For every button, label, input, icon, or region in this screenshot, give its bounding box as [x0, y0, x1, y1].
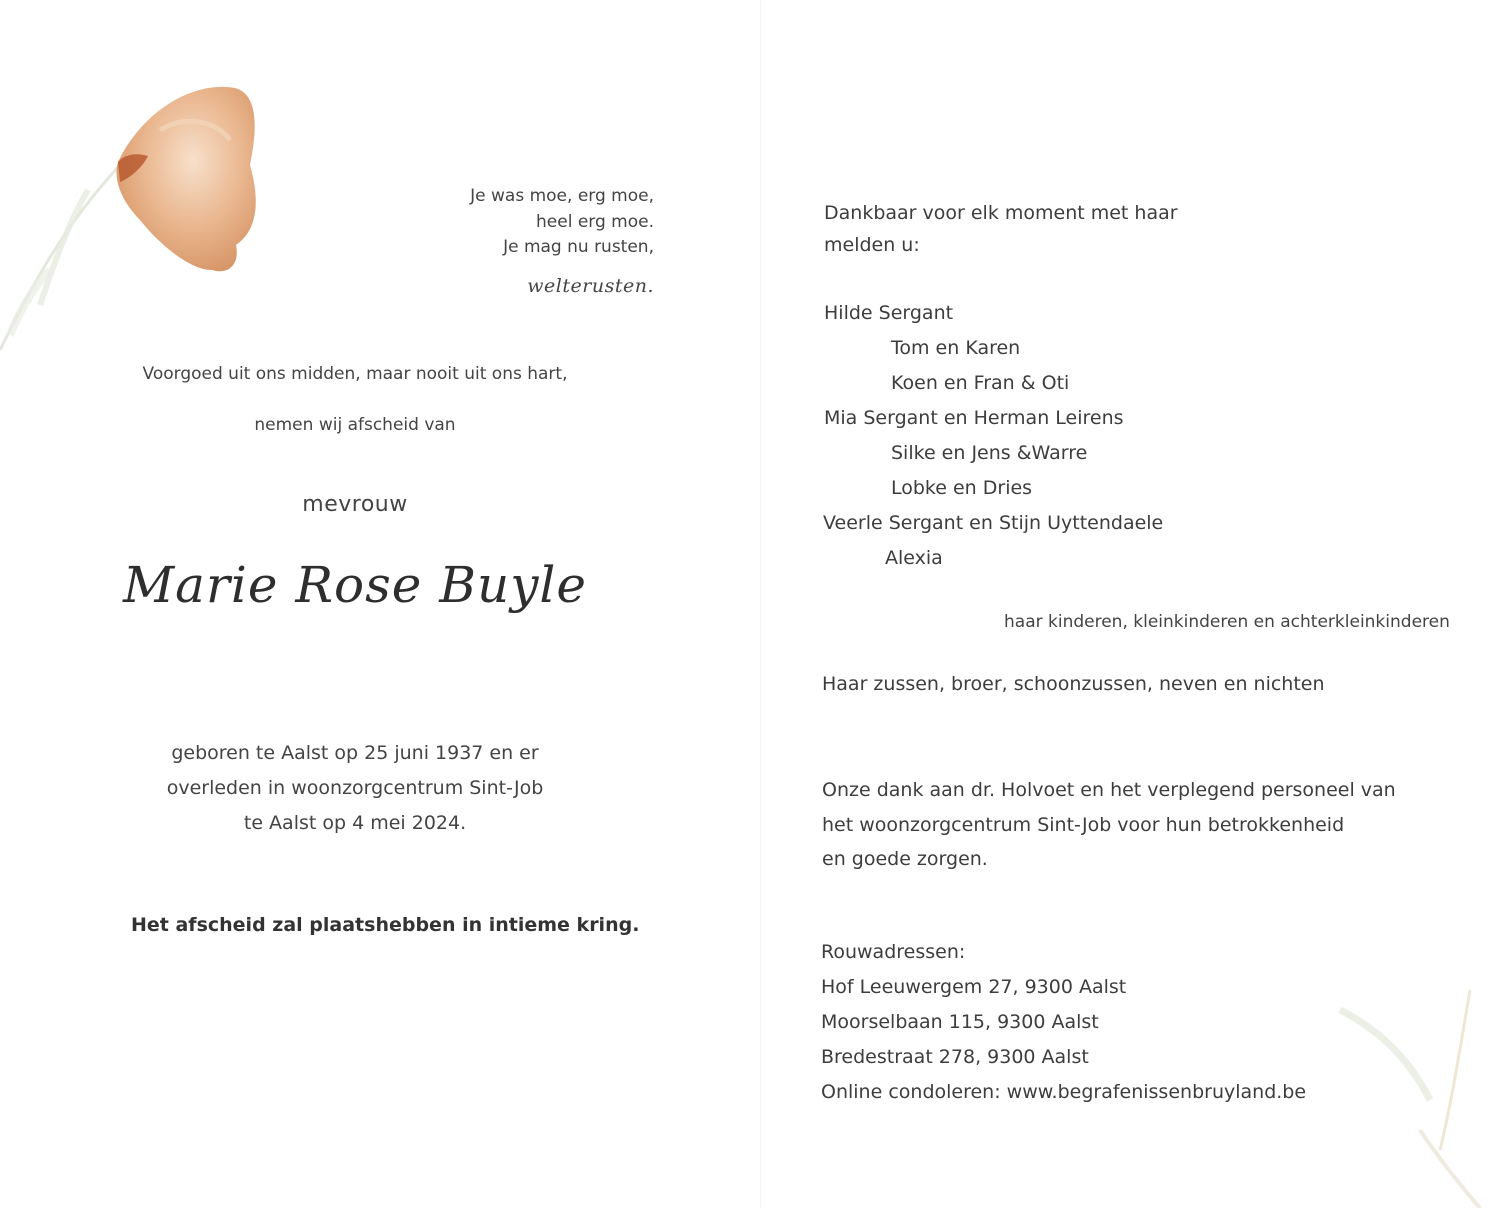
- address-line: Bredestraat 278, 9300 Aalst: [821, 1046, 1089, 1068]
- addresses-block: [821, 935, 1306, 1110]
- poem: [470, 184, 654, 299]
- birth-death-text: [0, 736, 710, 841]
- poem-line: Je was moe, erg moe,: [470, 186, 654, 206]
- family-member: Alexia: [885, 547, 943, 569]
- family-member: Lobke en Dries: [891, 477, 1033, 499]
- farewell-notice: Het afscheid zal plaatshebben in intieme kring.: [131, 914, 640, 936]
- gratitude-text: [822, 773, 1396, 877]
- birth-death-line: geboren te Aalst op 25 juni 1937 en er: [171, 742, 539, 764]
- family-member: Hilde Sergant: [824, 302, 954, 324]
- birth-death-line: overleden in woonzorgcentrum Sint-Job: [166, 777, 544, 799]
- family-list: [824, 296, 1163, 576]
- family-member: Tom en Karen: [891, 337, 1021, 359]
- gratitude-line: en goede zorgen.: [822, 848, 988, 870]
- gratitude-line: Onze dank aan dr. Holvoet en het verplegend personeel van: [822, 779, 1396, 801]
- address-line: Hof Leeuwergem 27, 9300 Aalst: [821, 976, 1127, 998]
- family-member: Silke en Jens &Warre: [891, 442, 1088, 464]
- family-member: Veerle Sergant en Stijn Uyttendaele: [823, 512, 1164, 534]
- gratitude-line: het woonzorgcentrum Sint-Job voor hun betrokkenheid: [822, 813, 1345, 836]
- thanks-text: [824, 197, 1178, 261]
- deceased-name: Marie Rose Buyle: [122, 556, 588, 614]
- honorific: mevrouw: [302, 492, 408, 517]
- family-member: Mia Sergant en Herman Leirens: [824, 407, 1124, 429]
- addresses-heading: Rouwadressen:: [821, 941, 966, 963]
- page-fold: [760, 0, 761, 1208]
- family-signature: haar kinderen, kleinkinderen en achterkleinkinderen: [1004, 612, 1450, 632]
- corner-leaf-icon: [1320, 990, 1504, 1208]
- relatives-line: Haar zussen, broer, schoonzussen, neven en nichten: [822, 673, 1325, 695]
- poem-closing: welterusten.: [527, 274, 654, 297]
- watercolor-flower-icon: [0, 70, 280, 370]
- poem-line: Je mag nu rusten,: [503, 237, 654, 257]
- family-member: Koen en Fran & Oti: [891, 372, 1070, 394]
- thanks-line: melden u:: [824, 234, 920, 256]
- intro-line-1: Voorgoed uit ons midden, maar nooit uit ons hart,: [142, 364, 568, 384]
- address-line: Moorselbaan 115, 9300 Aalst: [821, 1011, 1099, 1033]
- online-condolence: Online condoleren: www.begrafenissenbruyland.be: [821, 1081, 1307, 1103]
- birth-death-line: te Aalst op 4 mei 2024.: [243, 812, 467, 834]
- thanks-line: Dankbaar voor elk moment met haar: [824, 202, 1178, 224]
- poem-line: heel erg moe.: [536, 211, 654, 232]
- intro-line-2: nemen wij afscheid van: [254, 415, 456, 435]
